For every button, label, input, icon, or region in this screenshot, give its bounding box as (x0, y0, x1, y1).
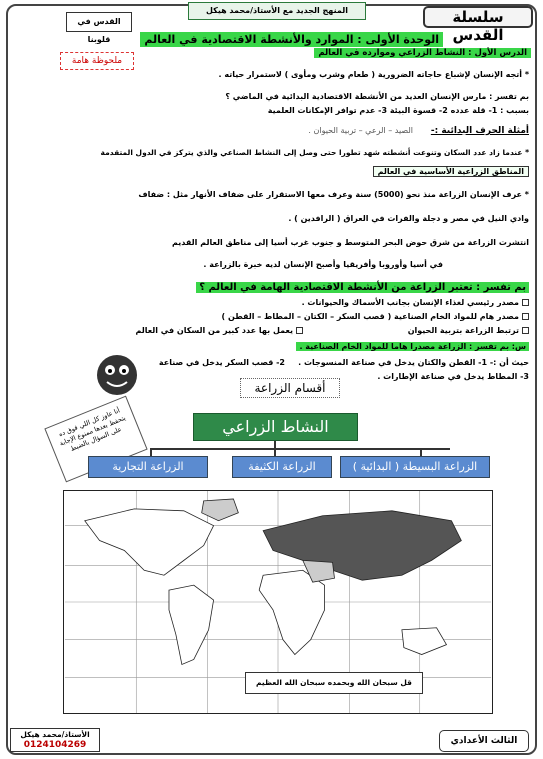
importance-item-1-text: مصدر رئيسي لغذاء الإنسان بجانب الأسماك والحيوانات . (301, 298, 519, 307)
raw-material-question: س: بم تفسر : الزراعة مصدرا هاما للمواد الخام الصناعية . (296, 342, 529, 351)
south-america (169, 585, 214, 664)
dhikr-bubble: قل سبحان الله وبحمده سبحان الله العظيم (245, 672, 423, 694)
primitive-text: الصيد – الرعي – تربية الحيوان . (308, 126, 413, 135)
curriculum-banner: المنهج الجديد مع الأستاذ/محمد هيكل (188, 2, 366, 20)
bullet-icon (522, 299, 529, 306)
raw-material-answer-3: 3- المطاط يدخل في صناعة الإطارات . (377, 372, 529, 381)
main-areas-p1: * عرف الإنسان الزراعة منذ نحو (5000) سنة وعرف معها الاستقرار على ضفاف الأنهار مثل : ضفاف (138, 190, 529, 199)
unit-title: الوحدة الأولى : الموارد والأنشطة الاقتصادية في العالم (140, 32, 443, 47)
category-simple: الزراعة البسيطة ( البدائية ) (340, 456, 490, 478)
sections-label: أقسام الزراعة (240, 378, 340, 398)
intro-text: * أتجه الإنسان لإشباع حاجاته الضرورية ( طعام وشرب ومأوى ) لاستمرار حياته . (218, 70, 529, 79)
series-title: سلسلة القدس (423, 6, 533, 28)
bullet-icon (522, 327, 529, 334)
mascot-icon (92, 350, 142, 410)
teacher-box (10, 728, 100, 752)
category-intensive: الزراعة الكثيفة (232, 456, 332, 478)
teacher-phone: 0124104269 (23, 740, 87, 750)
category-commercial: الزراعة التجارية (88, 456, 208, 478)
important-note-label: ملحوظة هامة (60, 52, 134, 70)
importance-item-2-text: مصدر هام للمواد الخام الصناعية ( قصب السكر – الكتان – المطاط – القطن ) (221, 312, 519, 321)
eurasia (263, 511, 461, 580)
grade-label: الثالث الأعدادي (439, 730, 529, 752)
lesson-title: الدرس الأول : النشاط الزراعي وموارده في العالم (314, 48, 531, 58)
main-areas-p2: وادي النيل في مصر و دجلة والفرات في العراق ( الرافدين ) . (288, 214, 529, 223)
main-areas-title: المناطق الزراعية الأساسية في العالم (373, 166, 529, 177)
raw-material-answer-2: 2- قصب السكر يدخل في صناعة (158, 358, 285, 367)
why-answer: بسبب : 1- قلة عدده 2- قسوة البيئة 3- عدم توافر الإمكانات العلمية (267, 106, 529, 115)
importance-item-1 (302, 298, 529, 307)
main-areas-p4: في أسيا وأوروبا وأفريقيا وأصبح الإنسان لديه خبرة بالزراعة . (203, 260, 443, 269)
importance-question: بم تفسر : تعتبر الزراعة من الأنشطة الاقتصادية الهامة في العالم ؟ (196, 282, 529, 293)
importance-item-3 (408, 326, 529, 335)
connector-line (420, 448, 422, 456)
primitive-label: أمثلة الحرف البدائية :- (430, 126, 529, 136)
raw-material-answer-1: حيث أن :- 1- القطن والكتان يدخل في صناعة المنسوجات . (298, 358, 529, 367)
importance-item-2 (222, 312, 529, 321)
population-text: * عندما زاد عدد السكان وتنوعت أنشطته شهد تطورا حتى وصل إلى النشاط الصناعي والذي يتركز في الدول المتقدمة (100, 148, 529, 157)
connector-line (150, 448, 450, 450)
connector-line (274, 448, 276, 456)
africa (259, 570, 324, 654)
why-question: بم تفسر : مارس الإنسان العديد من الأنشطة الاقتصادية البدائية في الماضي ؟ (225, 92, 529, 101)
mascot-sign: أنا عاوز كل اللي فوق ده يتحفظ بعدها ممنوع الإجابة على السؤال بالضبط (44, 396, 147, 483)
importance-item-4-text: يعمل بها عدد كبير من السكان في العالم (135, 326, 293, 335)
importance-item-4 (135, 326, 303, 335)
bullet-icon (296, 327, 303, 334)
main-areas-p3: انتشرت الزراعة من شرق حوض البحر المتوسط و جنوب غرب أسيا إلى مناطق العالم القديم (172, 238, 529, 247)
greenland (202, 499, 239, 521)
quds-label: القدس في قلوبنا (66, 12, 132, 32)
importance-item-3-text: ترتبط الزراعة بتربية الحيوان (407, 326, 519, 335)
bullet-icon (522, 313, 529, 320)
root-node: النشاط الزراعي (193, 413, 358, 441)
teacher-name: الأستاذ/محمد هيكل (20, 730, 90, 739)
australia (402, 628, 447, 655)
connector-line (150, 448, 152, 456)
